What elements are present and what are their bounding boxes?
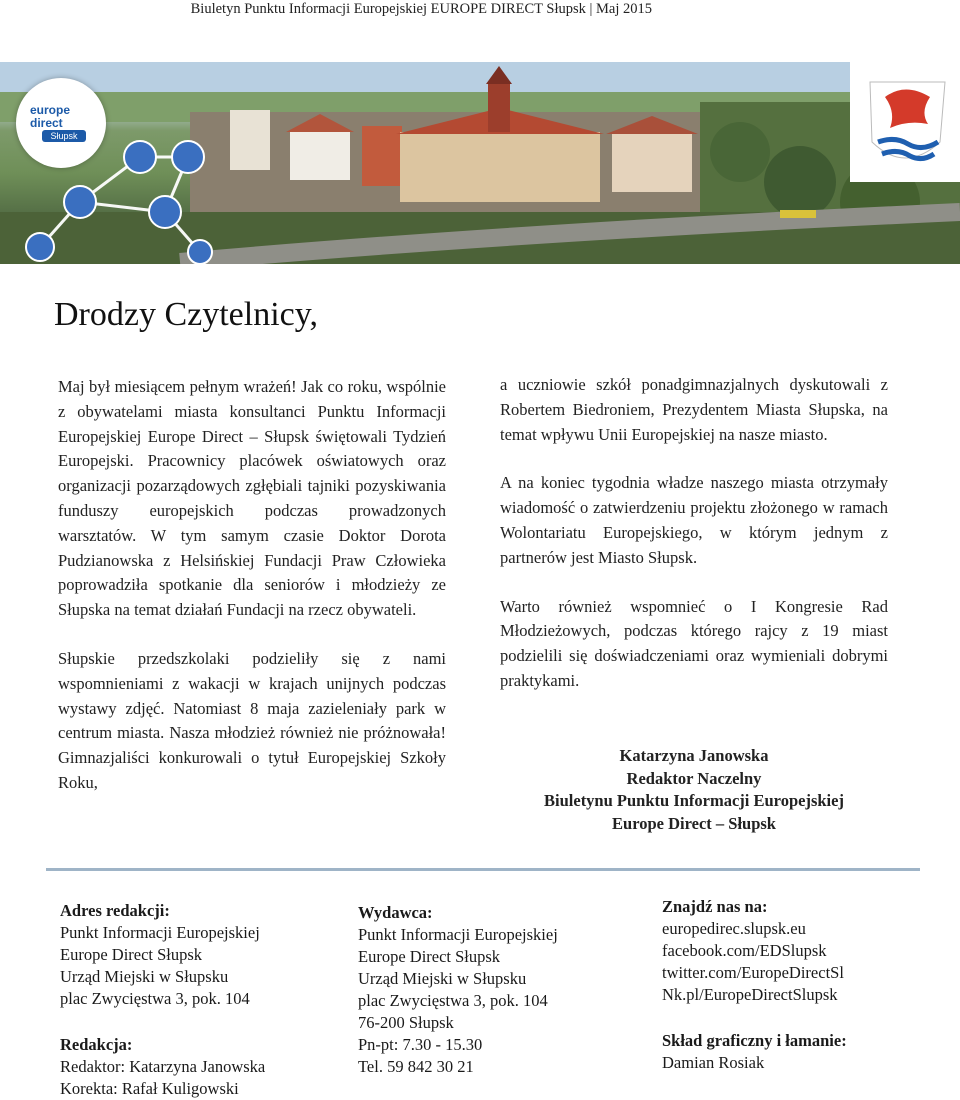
- publisher-line: Urząd Miejski w Słupsku: [358, 969, 527, 988]
- signature-publication: Biuletynu Punktu Informacji Europejskiej: [544, 791, 844, 810]
- footer-divider: [46, 868, 920, 871]
- footer-address-block: [60, 900, 320, 1100]
- city-banner-image: [0, 62, 960, 264]
- address-line: Europe Direct Słupsk: [60, 945, 203, 964]
- footer-find-us-block: [662, 896, 942, 1074]
- editorial-line: Redaktor: Katarzyna Janowska: [60, 1057, 266, 1076]
- layout-credit: Damian Rosiak: [662, 1053, 765, 1072]
- signature-name: Katarzyna Janowska: [619, 746, 769, 765]
- footer-publisher-block: [358, 902, 618, 1078]
- bulletin-header: Biuletyn Punktu Informacji Europejskiej EUROPE DIRECT Słupsk | Maj 2015: [190, 1, 652, 17]
- editorial-line: Korekta: Rafał Kuligowski: [60, 1079, 239, 1098]
- logo-wordmark: europe direct: [30, 103, 71, 130]
- signature-office: Europe Direct – Słupsk: [612, 813, 776, 833]
- publisher-phone: Tel. 59 842 30 21: [358, 1057, 474, 1076]
- letter-paragraph: a uczniowie szkół ponadgimnazjalnych dyskutowali z Robertem Biedroniem, Prezydentem Miasta Słupska, na temat wpływu Unii Europejskiej na nasze miasto.: [500, 375, 888, 444]
- address-line: Punkt Informacji Europejskiej: [60, 923, 260, 942]
- letter-right-column: [500, 373, 888, 718]
- address-line: Urząd Miejski w Słupsku: [60, 967, 229, 986]
- find-us-heading: Znajdź nas na:: [662, 897, 768, 916]
- publisher-line: 76-200 Słupsk: [358, 1013, 454, 1032]
- address-line: plac Zwycięstwa 3, pok. 104: [60, 989, 250, 1008]
- nk-link[interactable]: Nk.pl/EuropeDirectSlupsk: [662, 985, 838, 1004]
- publisher-line: plac Zwycięstwa 3, pok. 104: [358, 991, 548, 1010]
- website-link[interactable]: europedirec.slupsk.eu: [662, 919, 806, 938]
- editorial-heading: Redakcja:: [60, 1035, 133, 1054]
- publisher-line: Punkt Informacji Europejskiej: [358, 925, 558, 944]
- city-crest-icon: [850, 62, 960, 182]
- twitter-link[interactable]: twitter.com/EuropeDirectSl: [662, 963, 844, 982]
- publisher-line: Europe Direct Słupsk: [358, 947, 501, 966]
- letter-paragraph: A na koniec tygodnia władze naszego miasta otrzymały wiadomość o zatwierdzeniu projektu złożonego w ramach Wolontariatu Europejskiego, w którym jednym z partnerów jest Miasto Słupsk.: [500, 473, 888, 567]
- letter-paragraph: Maj był miesiącem pełnym wrażeń! Jak co roku, wspólnie z obywatelami miasta konsultanci Punktu Informacji Europejskiej Europe Direct – Słupsk świętowali Tydzień Europejski. Pracownicy placówek oświatowych oraz organizacji pozarządowych zgłębiali tajniki pozyskiwania funduszy europejskich podczas prowadzonych warsztatów. W tym samym czasie Doktor Dorota Pudzianowska z Helsińskiej Fundacji Praw Człowieka poprowadziła spotkanie dla seniorów i młodzieży ze Słupska na temat działań Fundacji na rzecz obywateli.: [58, 377, 446, 620]
- letter-greeting: Drodzy Czytelnicy,: [54, 296, 319, 333]
- letter-paragraph: Słupskie przedszkolaki podzieliły się z nami wspomnieniami z wakacji w krajach unijnych podczas wystawy zdjęć. Natomiast 8 maja zazieleniały park w centrum miasta. Nasza młodzież również nie próżnowała! Gimnazjaliści konkurowali o tytuł Europejskiej Szkoły Roku,: [58, 648, 446, 792]
- address-heading: Adres redakcji:: [60, 901, 170, 920]
- publisher-line: Pn-pt: 7.30 - 15.30: [358, 1035, 483, 1054]
- publisher-heading: Wydawca:: [358, 903, 433, 922]
- letter-left-column: [58, 375, 446, 845]
- signature-role: Redaktor Naczelny: [626, 768, 762, 788]
- layout-heading: Skład graficzny i łamanie:: [662, 1031, 847, 1050]
- facebook-link[interactable]: facebook.com/EDSlupsk: [662, 941, 827, 960]
- logo-city: Słupsk: [42, 130, 86, 142]
- network-graphic: [0, 62, 240, 264]
- editor-signature: [500, 745, 888, 835]
- letter-paragraph: Warto również wspomnieć o I Kongresie Rad Młodzieżowych, podczas którego rajcy z 19 miast podzielili się doświadczeniami oraz wymieniali dobrymi praktykami.: [500, 596, 888, 690]
